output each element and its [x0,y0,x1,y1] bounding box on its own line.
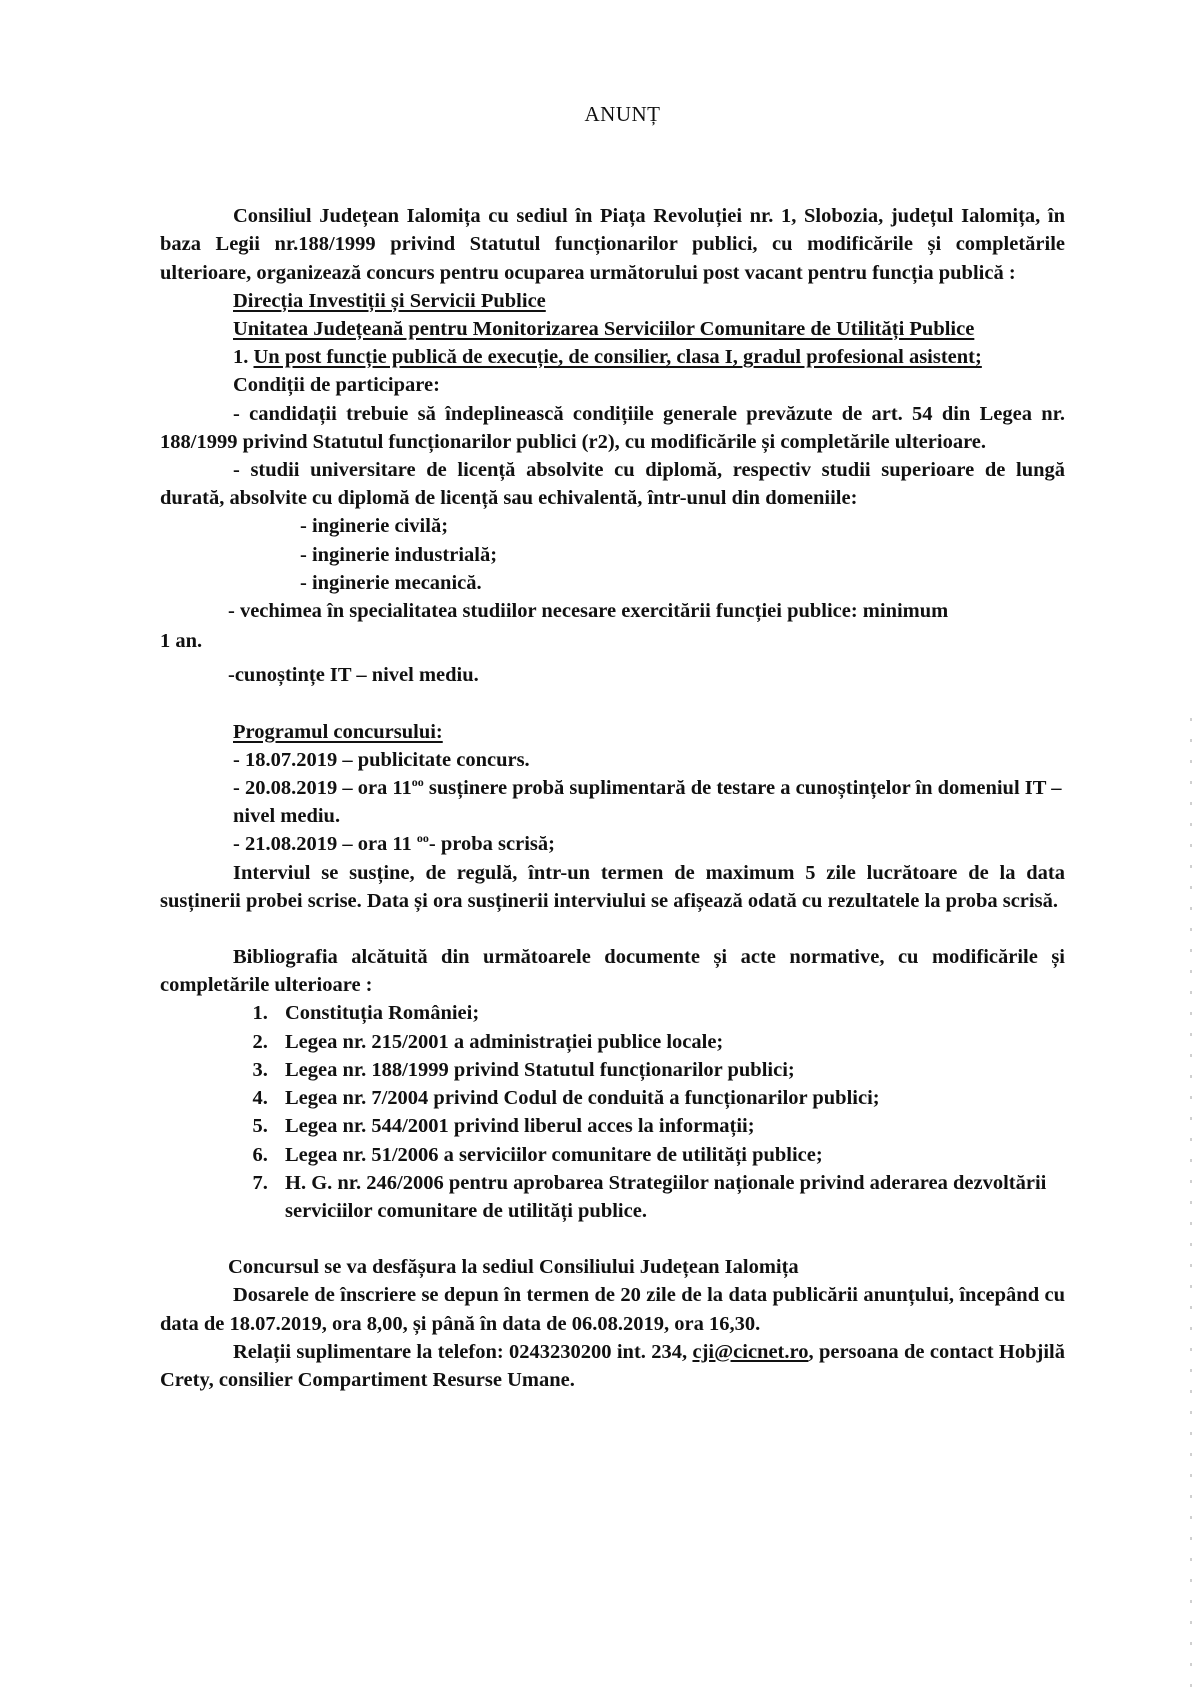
bibliography-item: 1. Constituția României; [273,999,1065,1027]
unit-name: Unitatea Județeană pentru Monitorizarea Serviciilor Comunitare de Utilități Publice [233,318,975,341]
condition-general: - candidații trebuie să îndeplinească condițiile generale prevăzute de art. 54 din Legea nr. 188/1999 privind Statutul funcționarilor publici (r2), cu modificările și completările ulterioare. [160,402,1065,453]
scan-edge-artifact [1190,700,1192,1690]
post-number: 1. [233,346,249,369]
contact-phone-text: Relații suplimentare la telefon: 0243230200 int. 234, [233,1340,693,1363]
contact-paragraph [160,1338,1065,1394]
spacer [160,1225,1065,1253]
bibliography-intro: Bibliografia alcătuită din următoarele documente și acte normative, cu modificările și completările ulterioare : [160,946,1065,997]
department-name: Direcția Investiții și Servicii Publice [233,289,546,312]
bibliography-item: 7. H. G. nr. 246/2006 pentru aprobarea Strategiilor naționale privind aderarea dezvoltării serviciilor comunitare de utilități publice. [273,1169,1065,1225]
bibliography-item: 4. Legea nr. 7/2004 privind Codul de conduită a funcționarilor publici; [273,1084,1065,1112]
time-superscript: oo [411,775,424,790]
spacer [160,915,1065,943]
condition-seniority-cont: 1 an. [160,630,203,653]
bibliography-item: 5. Legea nr. 544/2001 privind liberul acces la informații; [273,1112,1065,1140]
files-paragraph: Dosarele de înscriere se depun în termen de 20 zile de la data publicării anunțului, începând cu data de 18.07.2019, ora 8,00, și până în data de 06.08.2019, ora 16,30. [160,1284,1065,1335]
spacer [160,690,1065,718]
domain-item: - inginerie civilă; [300,515,449,538]
post-description: Un post funcție publică de execuție, de consilier, clasa I, gradul profesional asistent; [253,346,982,369]
bibliography-item: 3. Legea nr. 188/1999 privind Statutul funcționarilor publici; [273,1056,1065,1084]
interview-paragraph: Interviul se susține, de regulă, într-un termen de maximum 5 zile lucrătoare de la data susținerii probei scrise. Data și ora susținerii interviului se afișează odată cu rezultatele la proba scrisă. [160,861,1065,912]
location-line: Concursul se va desfășura la sediul Consiliului Județean Ialomița [228,1256,799,1279]
bibliography-item: 6. Legea nr. 51/2006 a serviciilor comunitare de utilități publice; [273,1141,1065,1169]
condition-seniority: - vechimea în specialitatea studiilor necesare exercitării funcției publice: minimum [228,600,949,623]
program-item-text: - proba scrisă; [428,833,555,856]
department-line [160,287,1065,315]
contact-email-link[interactable]: cji@cicnet.ro [692,1340,809,1363]
conditions-heading: Condiții de participare: [233,374,440,397]
condition-studies: - studii universitare de licență absolvite cu diplomă, respectiv studii superioare de lungă durată, absolvite cu diplomă de licență sau echivalentă, într-unul din domeniile: [160,459,1065,510]
program-item-date: - 21.08.2019 – ora 11 [233,833,417,856]
domain-item: - inginerie industrială; [300,543,498,566]
program-heading [160,718,1065,746]
program-item [160,830,1065,858]
intro-paragraph: Consiliul Județean Ialomița cu sediul în Piața Revoluției nr. 1, Slobozia, județul Ialomița, în baza Legii nr.188/1999 privind Statutul funcționarilor publici, cu modificările și completările ulterioare, organizează concurs pentru ocuparea următorului post vacant pentru funcția publică : [160,205,1065,284]
program-item [160,774,1065,830]
program-item-text: susținere probă suplimentară de testare a cunoștințelor în domeniul IT – nivel mediu. [233,777,1062,828]
time-superscript: oo [416,831,429,846]
post-line [160,343,1065,371]
program-item: - 18.07.2019 – publicitate concurs. [233,748,530,771]
program-item-date: - 20.08.2019 – ora 11 [233,777,412,800]
contact-person-text: , persoana de contact Hobjilă Crety, consilier Compartiment Resurse Umane. [160,1340,1065,1391]
page-title: ANUNȚ [584,102,661,126]
domain-item: - inginerie mecanică. [300,571,482,594]
bibliography-list [160,999,1065,1225]
condition-it: -cunoștințe IT – nivel mediu. [228,664,479,687]
bibliography-item: 2. Legea nr. 215/2001 a administrației publice locale; [273,1028,1065,1056]
announcement-document [160,100,1065,1394]
program-heading-text: Programul concursului: [233,720,443,743]
unit-line [160,315,1065,343]
